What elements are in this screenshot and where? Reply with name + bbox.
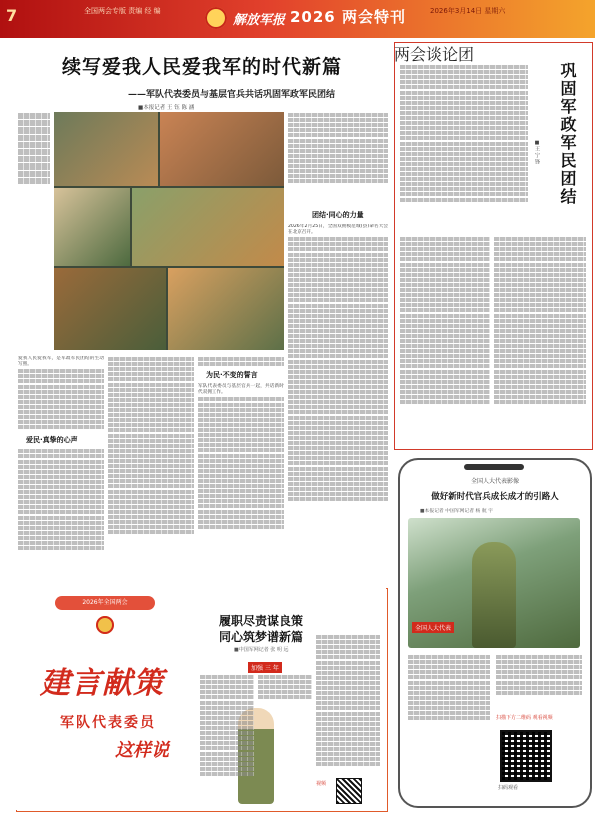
page-header [0, 0, 595, 38]
photo-tile [54, 268, 166, 350]
text-column [288, 224, 388, 578]
story-byline: ■本报记者 王 钰 陈 涵 [138, 105, 195, 111]
section-label: 全国两会专版 责编 经 编 [84, 7, 161, 15]
text-column [288, 112, 388, 202]
qr-code-icon[interactable] [500, 730, 552, 782]
qr-label: 扫码观看 [498, 785, 519, 791]
column-author: ■王 宁 锋 [534, 140, 540, 165]
phone-notch [464, 464, 524, 470]
phone-header: 全国人大代表影像 [470, 478, 519, 485]
photo-tile [54, 188, 130, 266]
text-column [18, 112, 50, 352]
feature-chip: 加强 三 年 [248, 662, 282, 673]
photo-tile [132, 188, 284, 266]
text-column [258, 674, 312, 706]
text-column [400, 236, 490, 444]
feature-stamp-title: 建言献策 [40, 666, 164, 701]
soldier-figure [472, 542, 516, 648]
photo-collage [54, 112, 284, 350]
text-column [496, 654, 582, 708]
lead-paragraph: 2026年2月25日，全国双拥模范城(县)命名大会在北京召开。 [288, 224, 388, 236]
feature-stamp-tail: 这样说 [115, 740, 169, 761]
story-subtitle: ——军队代表委员与基层官兵共话巩固军政军民团结 [128, 90, 336, 100]
emblem-icon [96, 616, 114, 634]
phone-credit: ■本报记者 中国军网记者 杨 航 宇 [420, 509, 493, 514]
column-tag: 两会谈论团 [394, 45, 475, 64]
phone-headline: 做好新时代官兵成长成才的引路人 [431, 492, 559, 502]
story-title: 续写爱我人民爱我军的时代新篇 [62, 56, 343, 78]
video-qr-icon[interactable] [336, 778, 362, 804]
feature-byline: ■中国军网记者 张 明 远 [234, 647, 289, 653]
photo-tile [168, 268, 284, 350]
lead-paragraph: 军队代表委员与基层官兵一起，共话新时代双拥工作。 [198, 384, 284, 396]
video-tile-label: 视频 [316, 781, 327, 787]
feature-stamp-subtitle: 军队代表委员 [60, 715, 156, 731]
special-edition-title: 2026 两会特刊 [290, 8, 406, 26]
text-column [200, 674, 254, 802]
emblem-icon [205, 7, 227, 29]
paper-name: 解放军报 [233, 13, 286, 28]
issue-date: 2026年3月14日 星期六 [430, 7, 506, 15]
text-column [198, 356, 284, 576]
text-column [316, 634, 380, 800]
text-column [18, 356, 104, 576]
section-heading: 爱民·真挚的心声 [26, 436, 78, 445]
phone-footer: 扫描下方二维码 观看视频 [496, 715, 553, 721]
text-column [400, 64, 528, 232]
text-column [494, 236, 586, 444]
text-column [408, 654, 490, 736]
column-title: 巩固军政军民团结 [558, 62, 577, 206]
feature-headline-b: 同心筑梦谱新篇 [219, 630, 304, 644]
section-heading: 团结·同心的力量 [312, 211, 364, 219]
phone-photo [408, 518, 580, 648]
photo-tile [54, 112, 158, 186]
section-heading: 为民·不变的誓言 [206, 371, 258, 380]
page-number: 7 [6, 6, 18, 25]
phone-mockup [398, 458, 592, 808]
photo-tile [160, 112, 284, 186]
two-sessions-banner: 2026年全国两会 [55, 596, 155, 610]
feature-headline-a: 履职尽责谋良策 [219, 614, 304, 628]
photo-caption: 全国人大代表 [412, 622, 454, 633]
lead-paragraph: 爱我人民爱我军，是军政军民团结的生动写照。 [18, 356, 104, 368]
text-column [108, 356, 194, 576]
